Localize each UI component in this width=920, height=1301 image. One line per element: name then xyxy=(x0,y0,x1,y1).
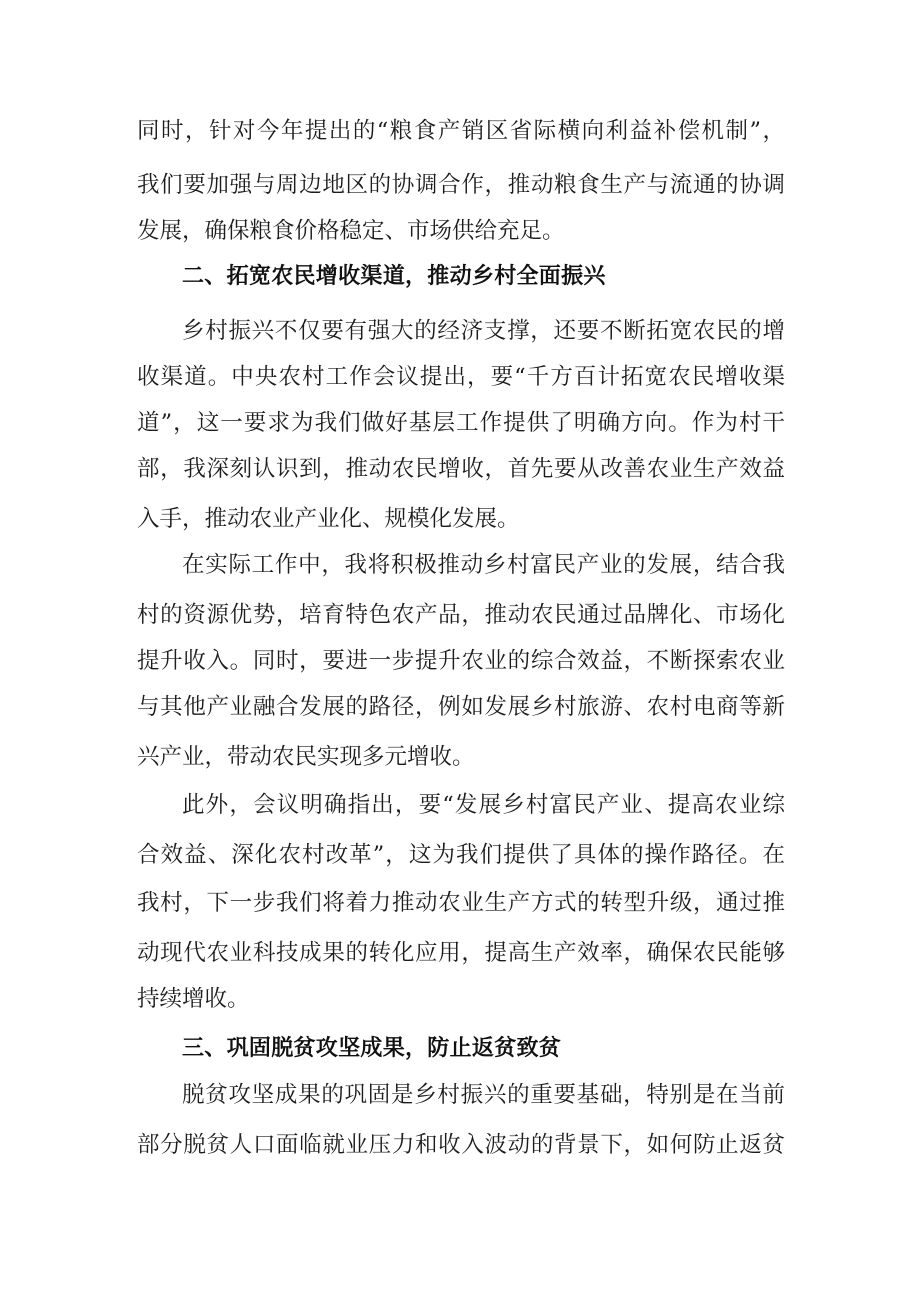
paragraph-line: 收渠道。中央农村工作会议提出，要“千方百计拓宽农民增收渠 xyxy=(137,364,785,390)
paragraph-line: 此外，会议明确指出，要“发展乡村富民产业、提高农业综 xyxy=(182,792,785,818)
paragraph-line: 脱贫攻坚成果的巩固是乡村振兴的重要基础，特别是在当前 xyxy=(182,1082,785,1108)
paragraph-line: 动现代农业科技成果的转化应用，提高生产效率，确保农民能够 xyxy=(137,940,785,966)
paragraph-line: 村的资源优势，培育特色农产品，推动农民通过品牌化、市场化 xyxy=(137,602,785,628)
paragraph-line: 兴产业，带动农民实现多元增收。 xyxy=(137,744,475,770)
paragraph-line: 道”，这一要求为我们做好基层工作提供了明确方向。作为村干 xyxy=(137,410,785,436)
paragraph-line: 部，我深刻认识到，推动农民增收，首先要从改善农业生产效益 xyxy=(137,456,785,482)
paragraph-line: 我们要加强与周边地区的协调合作，推动粮食生产与流通的协调 xyxy=(137,172,785,198)
paragraph-line: 合效益、深化农村改革”，这为我们提供了具体的操作路径。在 xyxy=(137,842,785,868)
paragraph-line: 提升收入。同时，要进一步提升农业的综合效益，不断探索农业 xyxy=(137,648,785,674)
paragraph-line: 同时，针对今年提出的“粮食产销区省际横向利益补偿机制”， xyxy=(137,118,785,144)
paragraph-line: 持续增收。 xyxy=(137,986,250,1012)
paragraph-line: 发展，确保粮食价格稳定、市场供给充足。 xyxy=(137,218,565,244)
section-heading: 三、巩固脱贫攻坚成果，防止返贫致贫 xyxy=(182,1036,562,1061)
paragraph-line: 在实际工作中，我将积极推动乡村富民产业的发展，结合我 xyxy=(182,552,785,578)
paragraph-line: 部分脱贫人口面临就业压力和收入波动的背景下，如何防止返贫 xyxy=(137,1132,785,1158)
section-heading: 二、拓宽农民增收渠道，推动乡村全面振兴 xyxy=(182,264,606,289)
paragraph-line: 与其他产业融合发展的路径，例如发展乡村旅游、农村电商等新 xyxy=(137,694,785,720)
paragraph-line: 我村，下一步我们将着力推动农业生产方式的转型升级，通过推 xyxy=(137,890,785,916)
paragraph-line: 入手，推动农业产业化、规模化发展。 xyxy=(137,506,520,532)
paragraph-line: 乡村振兴不仅要有强大的经济支撑，还要不断拓宽农民的增 xyxy=(182,318,785,344)
